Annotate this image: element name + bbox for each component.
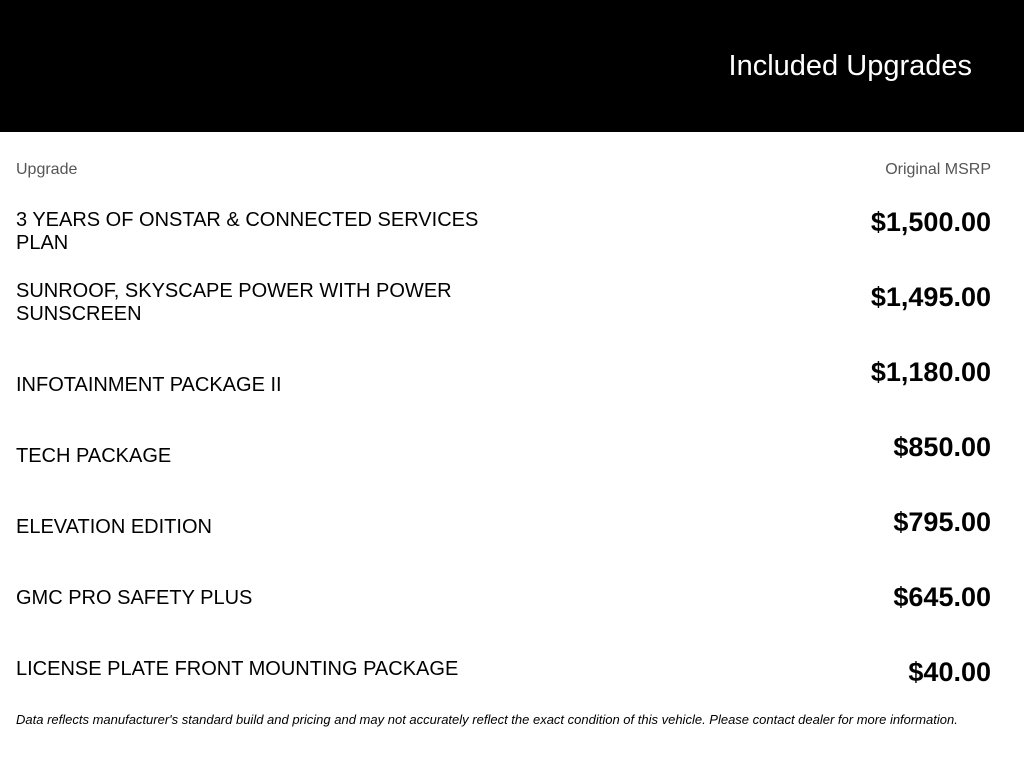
upgrade-name: LICENSE PLATE FRONT MOUNTING PACKAGE <box>16 658 459 680</box>
header-banner <box>0 0 1024 132</box>
list-item <box>0 431 1024 506</box>
upgrade-price: $795.00 <box>893 507 991 537</box>
disclaimer-text: Data reflects manufacturer's standard build and pricing and may not accurately reflect the exact condition of this vehicle. Please contact dealer for more information. <box>16 712 958 727</box>
upgrade-price: $1,495.00 <box>870 282 991 312</box>
upgrade-name: 3 YEARS OF ONSTAR & CONNECTED SERVICES PLAN <box>16 209 479 254</box>
column-header-upgrade: Upgrade <box>16 161 78 178</box>
upgrade-name: GMC PRO SAFETY PLUS <box>16 587 253 609</box>
page-title: Included Upgrades <box>728 50 972 82</box>
upgrade-price: $1,180.00 <box>870 357 991 387</box>
upgrade-price: $40.00 <box>908 657 991 687</box>
upgrade-name: INFOTAINMENT PACKAGE II <box>16 374 282 396</box>
upgrade-name: SUNROOF, SKYSCAPE POWER WITH POWER SUNSCREEN <box>16 280 452 325</box>
upgrade-name: ELEVATION EDITION <box>16 516 212 538</box>
upgrade-name: TECH PACKAGE <box>16 445 172 467</box>
list-item <box>0 206 1024 281</box>
list-item <box>0 356 1024 431</box>
upgrade-price: $645.00 <box>893 582 991 612</box>
list-item <box>0 581 1024 656</box>
column-header-msrp: Original MSRP <box>885 161 991 178</box>
upgrade-price: $1,500.00 <box>870 207 991 237</box>
upgrade-price: $850.00 <box>893 432 991 462</box>
list-item <box>0 506 1024 581</box>
list-item <box>0 281 1024 356</box>
